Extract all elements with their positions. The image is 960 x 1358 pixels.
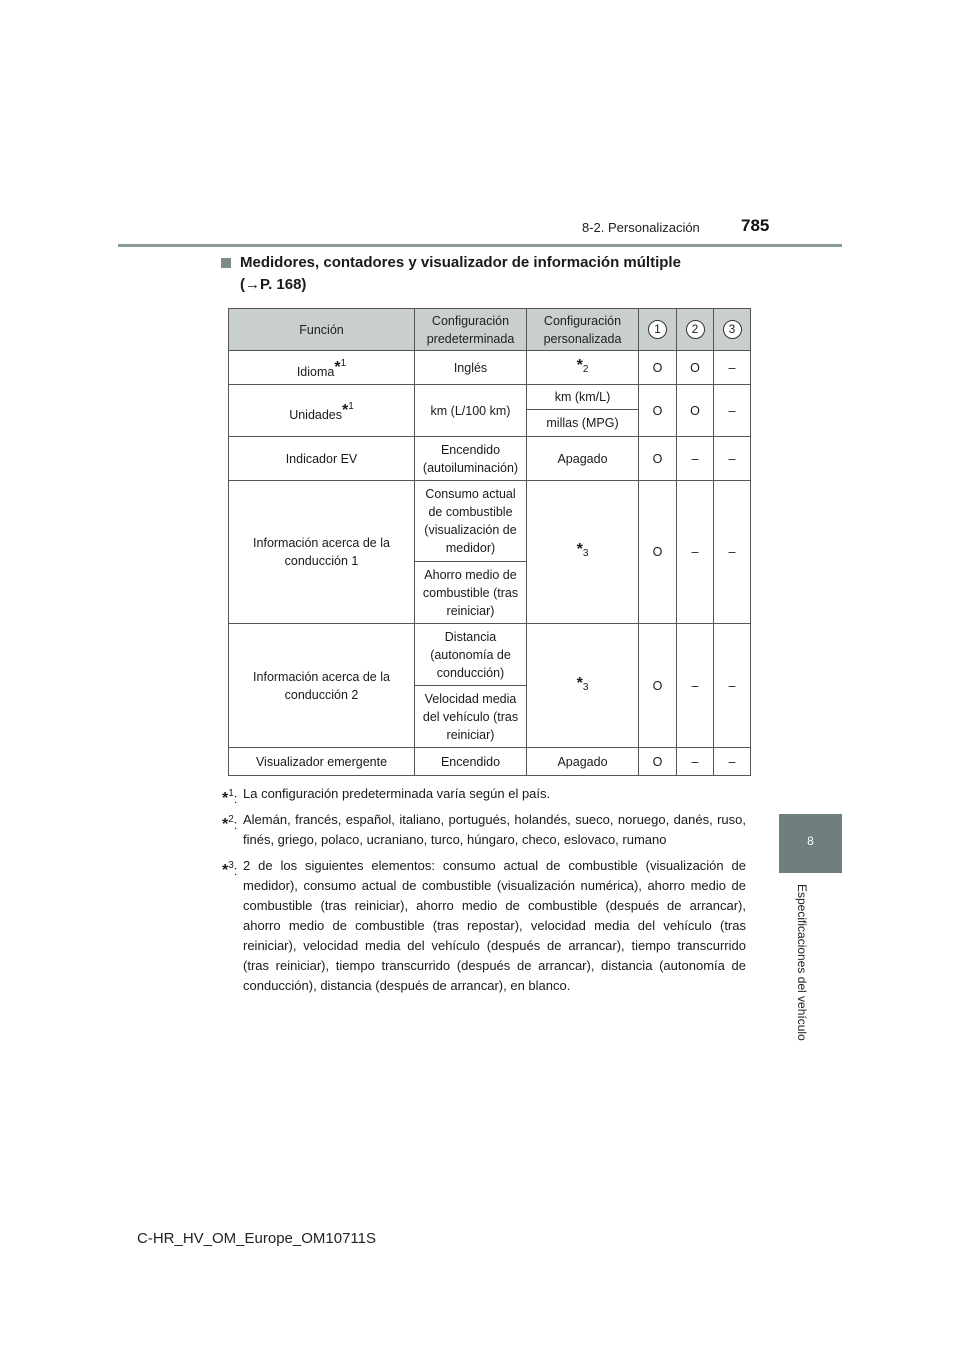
settings-table <box>228 308 751 776</box>
cell-col1: O <box>639 351 677 385</box>
table-row <box>229 437 751 481</box>
section-heading: Medidores, contadores y visualizador de información múltiple <box>240 254 681 271</box>
cell-custom: millas (MPG) <box>527 410 639 437</box>
footnote-mark: *1 <box>334 357 347 376</box>
footnote-mark: *3 <box>576 541 589 559</box>
footnote-mark: *$^1$: <box>222 788 238 807</box>
cell-function: Unidades$^{*^1}$ <box>229 385 415 437</box>
footnote-mark: *$^2$: <box>222 814 238 833</box>
cell-col3: – <box>714 748 751 776</box>
cell-default: km (L/100 km) <box>415 385 527 437</box>
circle-2-icon: 2 <box>686 320 705 339</box>
footnote <box>222 856 746 996</box>
cell-col3: – <box>714 437 751 481</box>
footnotes <box>222 784 746 1002</box>
cell-default: Encendido <box>415 748 527 776</box>
circle-3-icon: 3 <box>723 320 742 339</box>
footnote-text: La configuración predeterminada varía según el país. <box>243 786 551 801</box>
footnote-mark: *1 <box>342 400 354 419</box>
cell-col2: – <box>677 748 714 776</box>
page-number: 785 <box>741 216 770 235</box>
table-row <box>229 351 751 385</box>
table-header-row <box>229 309 751 351</box>
section-bullet-icon <box>221 258 231 268</box>
chapter-number: 8 <box>807 834 814 848</box>
cell-function: Información acerca de la conducción 2 <box>229 624 415 748</box>
cell-function: Información acerca de la conducción 1 <box>229 481 415 624</box>
cell-custom <box>527 624 639 748</box>
cell-col1: O <box>639 748 677 776</box>
cell-custom <box>527 481 639 624</box>
cell-custom <box>527 351 639 385</box>
cell-default: Inglés <box>415 351 527 385</box>
cell-col2: O <box>677 351 714 385</box>
header-section: 8-2. Personalización <box>582 220 700 235</box>
chapter-title: Especificaciones del vehículo <box>795 884 809 1041</box>
footnote-mark: *2 <box>576 356 589 375</box>
cell-col3: – <box>714 385 751 437</box>
header-function: Función <box>229 309 415 351</box>
cell-col2: – <box>677 624 714 748</box>
cell-col3: – <box>714 481 751 624</box>
cell-col1: O <box>639 437 677 481</box>
cell-col2: – <box>677 437 714 481</box>
footnote <box>222 810 746 850</box>
table-row <box>229 481 751 562</box>
cell-custom: km (km/L) <box>527 385 639 410</box>
footnote-mark: *3 <box>576 674 589 693</box>
table-row <box>229 624 751 686</box>
footer-code: C-HR_HV_OM_Europe_OM10711S <box>137 1230 376 1247</box>
cell-custom: Apagado <box>527 437 639 481</box>
header-rule <box>118 244 842 247</box>
cell-col2: O <box>677 385 714 437</box>
cell-function: Indicador EV <box>229 437 415 481</box>
header-custom: Configuración personalizada <box>527 309 639 351</box>
cell-default: Velocidad media del vehículo (tras reiniciar) <box>415 686 527 748</box>
table-row <box>229 385 751 410</box>
footnote <box>222 784 746 807</box>
cell-custom: Apagado <box>527 748 639 776</box>
cell-col1: O <box>639 481 677 624</box>
table-row <box>229 748 751 776</box>
footnote-text: 2 de los siguientes elementos: consumo actual de combustible (visualización de medidor), consumo actual de combustible (visualización numérica), ahorro medio de combustible (tras reiniciar), ahorro medio de combustible (después de arrancar), ahorro medio de combustible (tras repostar), velocidad media del vehículo (tras reiniciar), velocidad media del vehículo (después de arrancar), tiempo transcurrido (tras reiniciar), tiempo transcurrido (después de arrancar), distancia (autonomía de conducción), distancia (después de arrancar), en blanco. <box>243 858 746 993</box>
cell-col1: O <box>639 385 677 437</box>
header-default: Configuración predeterminada <box>415 309 527 351</box>
cell-function: Idioma$^{*^1}$ <box>229 351 415 385</box>
footnote-mark: *$^3$: <box>222 860 238 879</box>
cell-col1: O <box>639 624 677 748</box>
cell-default: Distancia (autonomía de conducción) <box>415 624 527 686</box>
chapter-tab <box>779 814 842 873</box>
cell-default: Consumo actual de combustible (visualización de medidor) <box>415 481 527 562</box>
cell-col3: – <box>714 624 751 748</box>
cell-default: Ahorro medio de combustible (tras reiniciar) <box>415 562 527 624</box>
footnote-text: Alemán, francés, español, italiano, portugués, holandés, sueco, noruego, danés, ruso, finés, griego, polaco, ucraniano, turco, húngaro, checo, eslovaco, rumano <box>243 812 746 847</box>
cell-col3: – <box>714 351 751 385</box>
circle-1-icon: 1 <box>648 320 667 339</box>
cell-default: Encendido (autoiluminación) <box>415 437 527 481</box>
section-reference: (→P. 168) <box>240 276 307 293</box>
cell-col2: – <box>677 481 714 624</box>
cell-function: Visualizador emergente <box>229 748 415 776</box>
